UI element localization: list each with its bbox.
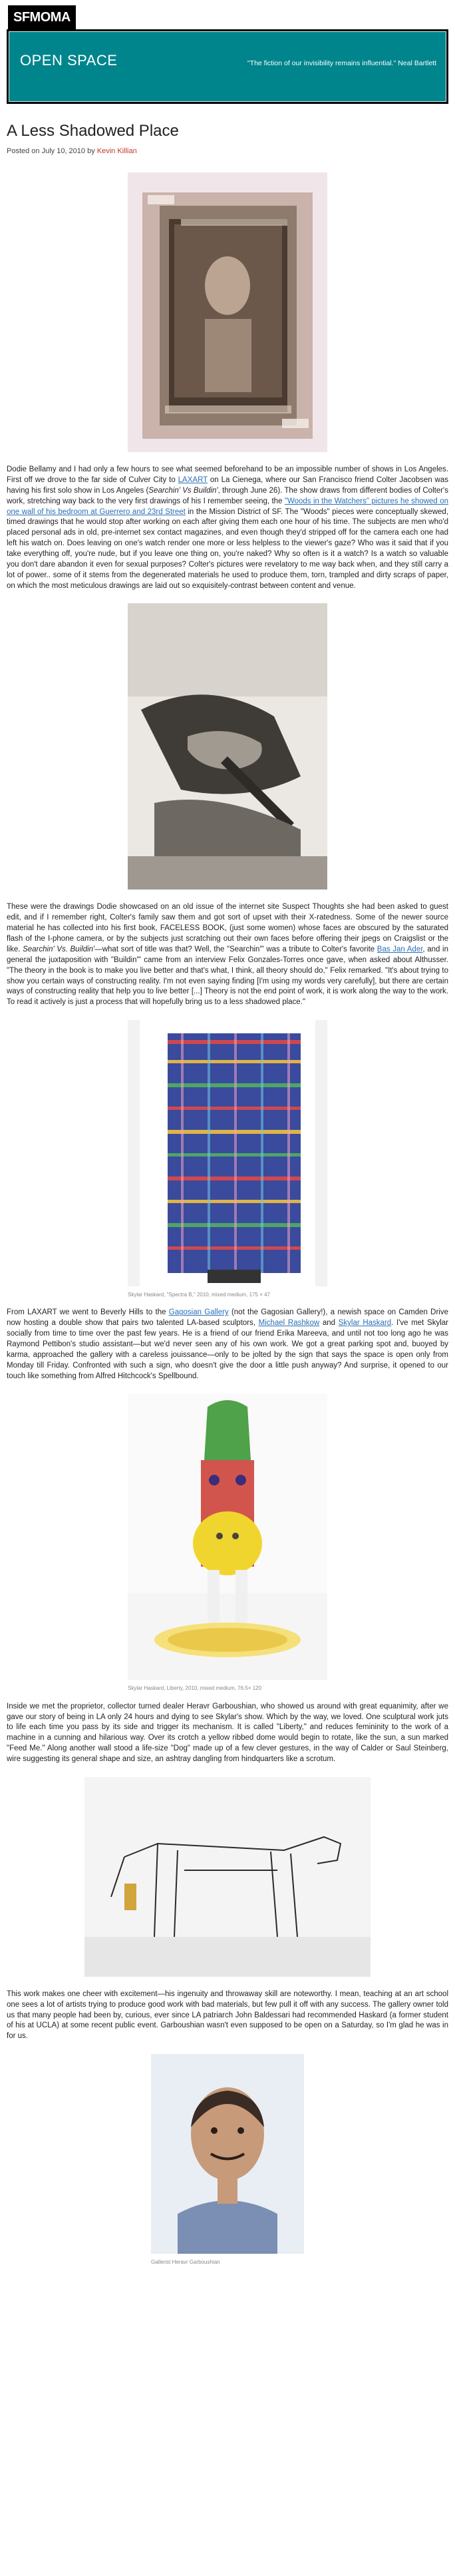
bas-jan-ader-link[interactable]: Bas Jan Ader — [377, 945, 423, 953]
p3-text-a: From LAXART we went to Beverly Hills to the — [7, 1308, 169, 1317]
banner-quote: "The fiction of our invisibility remains influential." Neal Bartlett — [247, 59, 436, 67]
figure-3 — [128, 1020, 327, 1298]
p2-show-title: Searchin' Vs. Buildin' — [23, 945, 95, 953]
section-title: OPEN SPACE — [20, 52, 118, 69]
woods-watchers-link[interactable]: "Woods in the Watchers" pictures he showed on one wall of his bedroom at Guerrero and 23rd Street — [7, 497, 449, 516]
skylar-haskard-link[interactable]: Skylar Haskard — [338, 1319, 392, 1328]
figure-2 — [128, 603, 327, 893]
p2-text-a: These were the drawings Dodie showcased on an old issue of the internet site Suspect Thoughts she had been asked to guest edit, and if I remember right, Colter's family saw them and got sort of upset with their X-ratedness. Some of the newer source material he has collected into his first book, FACELESS BOOK, (just some women) whose faces are obscured by the saturated flash of the I-phone camera, or by the subjects just scratching out their own faces before offering their jpegs on Craigslist or the like. — [7, 903, 448, 953]
image-hands-drawing[interactable] — [128, 603, 327, 890]
image-spectra-sculpture[interactable] — [128, 1020, 327, 1286]
author-link[interactable]: Kevin Killian — [96, 146, 137, 155]
image-wire-dog[interactable] — [84, 1777, 371, 1977]
p1-text-b: on La Cienega, where our San Francisco friend Colter Jacobsen was having his first solo show in Los Angeles ( — [7, 475, 448, 495]
p2-text-c: , and in general the juxtaposition with "Buildin'" came from an interview Felix Gonzales-Torres once gave, when asked about Althusser. "The theory in the book is to make you live better and that's what, I think, all theory should do," Felix remarked. "It's about trying to show you certain ways of constructing reality. I'm not even saying finding [I'm using my words very carefully], but there are certain ways of constructing reality that help you to live better [...] Theory is not the end point of work, it is work along the way to the work. To read it actively is just a process that will hopefully bring us to a less shadowed place." — [7, 945, 448, 1007]
figure-1 — [128, 172, 327, 455]
paragraph-2 — [7, 902, 448, 1008]
paragraph-1 — [7, 465, 448, 591]
p3-text-d: . I've met Skylar socially from time to time over the past few years. He is a friend of our friend Erika Mareeva, and until not too long ago he was Raymond Pettibon's studio assistant—but we'd never seen any of his own work. We got a great parking spot and, buoyed by karma, approached the gallery with a careless jouissance—only to be jolted by the sign that says the space is open only from Monday till Friday. Confronted with such a sign, who doesn't give the door a little push anyway? And surprise, it opened to our touch like something from Alfred Hitchcock's Spellbound. — [7, 1319, 448, 1380]
spacer — [7, 1008, 448, 1020]
sfmoma-logo[interactable] — [8, 5, 76, 29]
logo-text: SFMOMA — [13, 10, 71, 25]
p3-text-b: (not the Gagosian Gallery!), a newish space on Camden Drive now hosting a double show that pairs two talented LA-based sculptors, — [7, 1308, 448, 1328]
paragraph-4: Inside we met the proprietor, collector turned dealer Heravr Garboushian, who showed us around with great equanimity, after we gave our story of being in LA only 24 hours and dying to see Skylar's show. Which by the way, we loved. One sculptural work juts to life each time you pass by its side and trigger its mechanism. It is called "Liberty," and reduces femininity to the work of a machine in a cunning and hilarious way. Over its crotch a yellow ribbed dome would begin to rotate, like the sun, a sun marked "Feed Me." Along another wall stood a life-size "Dog" made up of a few clever gestures, in the way of Calder or Saul Steinberg, wire suggesting its general shape and size, an ashtray dangling from hindquarters like a scrotum. — [7, 1702, 448, 1763]
paragraph-3 — [7, 1308, 448, 1382]
post-date: Posted on July 10, 2010 by — [7, 146, 97, 155]
post-meta — [7, 146, 448, 156]
image-gallerist-portrait[interactable] — [151, 2054, 304, 2254]
banner-inner — [9, 31, 446, 102]
p1-text-a: Dodie Bellamy and I had only a few hours to see what seemed beforehand to be an impossible number of shows in Los Angeles. First off we drove to the far side of Culver City to — [7, 465, 448, 484]
image-watch-drawing[interactable] — [128, 172, 327, 452]
caption-6: Gallerist Heravr Garboushian — [151, 2259, 220, 2266]
paragraph-5: This work makes one cheer with excitement—his ingenuity and throwaway skill are noteworthy. I mean, teaching at an art school one sees a lot of artists trying to produce good work with bad materials, but few pull it off with any success. The gallery owner told us that many people had been by, curious, ever since LA patriarch John Baldessari had recommended Haskard (a former student of his at UCLA) at some recent public event. Garboushian wasn't even supposed to be open on a Saturday, so I'm glad he was in for us. — [7, 1989, 448, 2041]
michael-rashkow-link[interactable]: Michael Rashkow — [258, 1319, 320, 1328]
spacer — [7, 1382, 448, 1394]
spacer — [7, 591, 448, 603]
caption-4: Skylar Haskard, Liberty, 2010, mixed medium, 76.5× 120 — [128, 1685, 262, 1692]
post-title: A Less Shadowed Place — [7, 122, 179, 140]
p1-text-d: in the Mission District of SF. The "Woods" pieces were conceptually skewed, timed drawings that he would stop after working on each after giving them each one hour of his time. The subjects are men who'd placed personal ads in old, pre-internet sex contact magazines, and even though they'd stripped off for the camera each one had left his watch on. Does leaving on one's watch render one more or less helpless to the viewer's gaze? Who was it said that if you take everything off, you're nude, but if you leave one thing on, you're naked? Why so often is it a watch? Is a watch so valuable you don't dare abandon it even for sexual purposes? Colter's pictures were revelatory to me way back when, and they still carry a lot of power.. some of it stems from the degenerated materials he used to produce them, torn, trampled and dirty scraps of paper, on which the most meticulous drawings are laid out so exquisitely-contrast between content and venue. — [7, 507, 448, 590]
caption-3: Skylar Haskard, "Spectra B," 2010, mixed medium, 175 × 47 — [128, 1292, 271, 1298]
p2-text-b: —what sort of title was that? Well, the "Searchin'" was a tribute to Colter's favorite — [94, 945, 377, 953]
image-liberty-sculpture[interactable] — [128, 1394, 327, 1680]
figure-4 — [128, 1394, 327, 1692]
spacer — [7, 2042, 448, 2054]
p1-show-title: Searchin' Vs Buildin' — [148, 486, 218, 495]
garboushian-gallery-link[interactable]: Gagosian Gallery — [168, 1308, 229, 1317]
blog-banner[interactable] — [7, 29, 448, 104]
laxart-link[interactable]: LAXART — [178, 475, 208, 484]
p1-text-c: , through June 26). The show draws from different bodies of Colter's work, stretching way back to the very first drawings of his I remember seeing, the — [7, 486, 448, 505]
figure-5 — [84, 1777, 371, 1980]
spacer — [7, 1765, 448, 1777]
p3-text-c: and — [319, 1319, 339, 1328]
figure-6 — [151, 2054, 304, 2266]
top-bar — [7, 0, 448, 29]
